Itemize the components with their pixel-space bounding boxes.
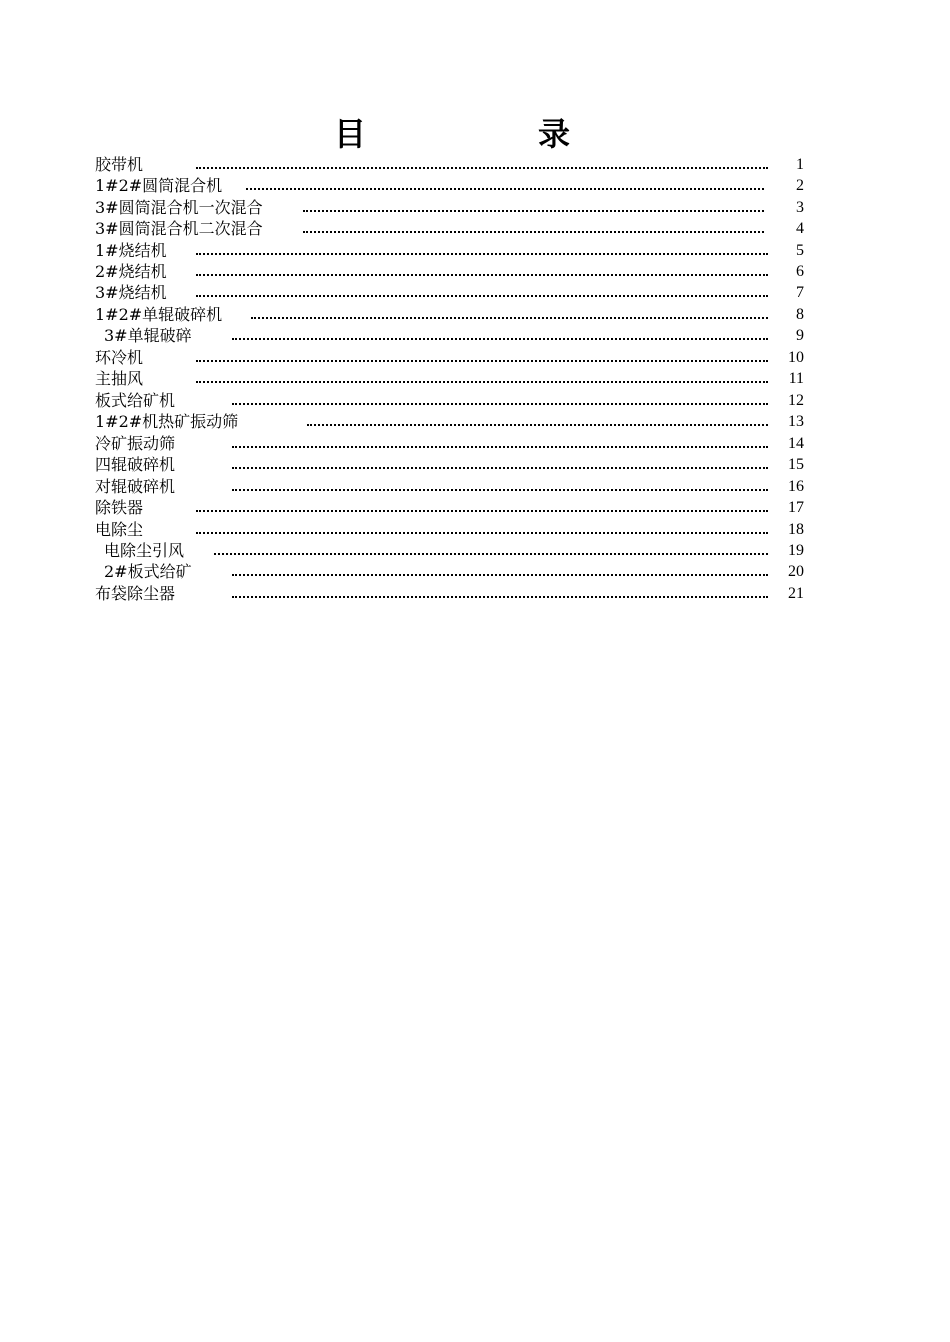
toc-entry-leader [196,500,768,512]
toc-entry-page: 14 [788,435,804,452]
toc-entry-page: 12 [788,392,804,409]
toc-entry-page: 13 [788,413,804,430]
toc-entry-label: 2#烧结机 [95,262,167,281]
toc-title-char-2: 录 [538,115,571,153]
toc-entry-leader [232,436,768,448]
toc-entry-page: 5 [796,242,804,259]
toc-entry-page: 15 [788,456,804,473]
toc-entry[interactable] [0,519,950,540]
toc-entry[interactable] [0,433,950,454]
toc-entry-label: 胶带机 [95,155,144,174]
toc-entry-label: 主抽风 [95,369,144,388]
toc-entry-leader [246,178,764,190]
toc-entry[interactable] [0,154,950,175]
toc-entry-leader [307,414,768,426]
toc-entry[interactable] [0,476,950,497]
toc-entry-label: 环冷机 [95,348,144,367]
toc-entry[interactable] [0,583,950,604]
toc-entry-page: 3 [796,199,804,216]
toc-entry[interactable] [0,240,950,261]
toc-entry-leader [196,522,768,534]
toc-entry-leader [232,586,768,598]
toc-entry-leader [196,264,768,276]
toc-entry-page: 18 [788,521,804,538]
toc-entry-page: 10 [788,349,804,366]
toc-entry-page: 1 [796,156,804,173]
toc-entry[interactable] [0,497,950,518]
toc-entry-label: 电除尘引风 [104,541,185,560]
toc-entry-leader [232,457,768,469]
toc-entry[interactable] [0,325,950,346]
toc-entry-label: 1#2#单辊破碎机 [95,305,223,324]
toc-entry-page: 19 [788,542,804,559]
toc-entry-page: 16 [788,478,804,495]
toc-entry[interactable] [0,218,950,239]
toc-entry-page: 4 [796,220,804,237]
toc-entry-label: 冷矿振动筛 [95,434,176,453]
toc-entry-page: 11 [788,370,804,387]
toc-entry-page: 17 [788,499,804,516]
toc-entry-page: 9 [796,327,804,344]
toc-entry[interactable] [0,390,950,411]
toc-entry[interactable] [0,347,950,368]
toc-entry[interactable] [0,261,950,282]
toc-entry-leader [196,350,768,362]
toc-title [0,112,950,156]
toc-entry-leader [232,328,768,340]
toc-entry-label: 布袋除尘器 [95,584,176,603]
toc-entry-page: 8 [796,306,804,323]
toc-entry[interactable] [0,368,950,389]
toc-entry-label: 电除尘 [95,520,144,539]
toc-entry-label: 除铁器 [95,498,144,517]
toc-entry-leader [232,564,768,576]
toc-entry-label: 1#2#机热矿振动筛 [95,412,239,431]
toc-entry-page: 6 [796,263,804,280]
toc-entry-page: 7 [796,284,804,301]
toc-entry-leader [214,543,768,555]
toc-entry-leader [196,285,768,297]
toc-entry-leader [232,393,768,405]
toc-entry-label: 板式给矿机 [95,391,176,410]
toc-entry[interactable] [0,282,950,303]
toc-entry-label: 2#板式给矿 [104,562,192,581]
toc-entry-label: 1#烧结机 [95,241,167,260]
toc-entry-leader [251,307,768,319]
toc-entry[interactable] [0,197,950,218]
toc-entry-leader [303,200,764,212]
toc-entry-label: 四辊破碎机 [95,455,176,474]
toc-entry-leader [196,243,768,255]
toc-entry[interactable] [0,304,950,325]
toc-entry-label: 1#2#圆筒混合机 [95,176,223,195]
toc-entry[interactable] [0,454,950,475]
toc-entry-label: 对辊破碎机 [95,477,176,496]
toc-entry-label: 3#圆筒混合机二次混合 [95,219,263,238]
toc-entry[interactable] [0,175,950,196]
toc-entry[interactable] [0,561,950,582]
toc-entry-page: 2 [796,177,804,194]
toc-entry-page: 20 [788,563,804,580]
toc-entry-leader [196,371,768,383]
toc-entry[interactable] [0,411,950,432]
toc-entry-label: 3#单辊破碎 [104,326,192,345]
toc-entry-leader [196,157,768,169]
toc-entry-leader [232,479,768,491]
toc-entry-leader [303,221,764,233]
toc-entry-label: 3#烧结机 [95,283,167,302]
toc-entry-label: 3#圆筒混合机一次混合 [95,198,263,217]
toc-title-char-1: 目 [334,115,367,153]
toc-entry[interactable] [0,540,950,561]
toc-entry-page: 21 [788,585,804,602]
